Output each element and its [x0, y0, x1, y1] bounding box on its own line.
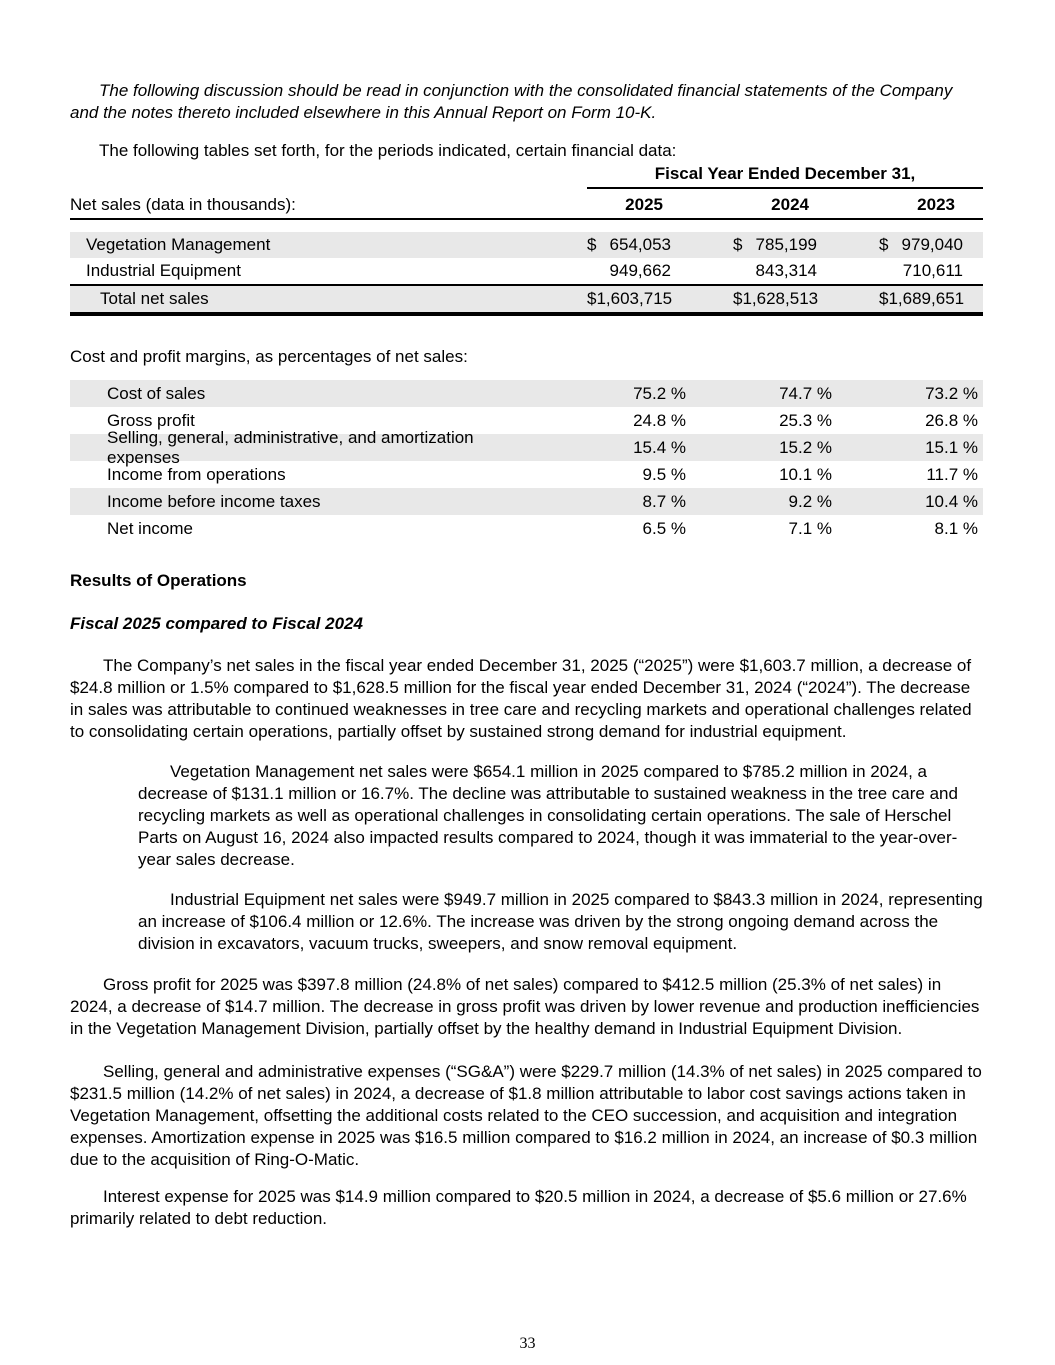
- industrial-paragraph: Industrial Equipment net sales were $949.7 million in 2025 compared to $843.3 million in 2024, representing an increase of $106.4 million or 12.6%. The increase was driven by the strong ongoing demand across the division in excavators, vacuum trucks, sweepers, and snow removal equipment.: [138, 890, 983, 953]
- value-cell: [671, 261, 817, 281]
- value: 785,199: [755, 235, 817, 254]
- value-cell: [817, 235, 963, 255]
- net-sales-row-label: Net sales (data in thousands):: [70, 195, 296, 214]
- value-cell: [525, 235, 671, 255]
- table-row: [70, 232, 983, 258]
- gross-profit-paragraph: Gross profit for 2025 was $397.8 million (24.8% of net sales) compared to $412.5 million (25.3% of net sales) in 2024, a decrease of $14.7 million. The decrease in gross profit was driven by lower revenue and production inefficiencies in the Vegetation Management Division, partially offset by the healthy demand in Industrial Equipment Division.: [70, 975, 980, 1038]
- value-cell: 15.1 %: [925, 437, 978, 457]
- value-cell: 24.8 %: [633, 410, 686, 430]
- value: 979,040: [901, 235, 963, 254]
- year-column-header: 2024: [771, 195, 809, 214]
- value-cell: [671, 289, 817, 309]
- sga-paragraph: Selling, general and administrative expenses (“SG&A”) were $229.7 million (14.3% of net sales) in 2025 compared to $231.5 million (14.2% of net sales) in 2024, a decrease of $1.8 million attributable to labor cost savings actions taken in Vegetation Management, offsetting the additional costs related to the CEO succession, and acquisition and integration expenses. Amortization expense in 2025 was $16.5 million compared to $16.2 million in 2024, an increase of $0.3 million due to the acquisition of Ring-O-Matic.: [70, 1062, 982, 1169]
- currency-symbol: $: [733, 235, 743, 254]
- value-cell: 7.1 %: [788, 518, 832, 538]
- value-cell: [817, 289, 963, 309]
- net-sales-paragraph: The Company’s net sales in the fiscal year ended December 31, 2025 (“2025”) were $1,603.7 million, a decrease of $24.8 million or 1.5% compared to $1,628.5 million for the fiscal year ended December 31, 2024 (“2024”). The decrease in sales was attributable to continued weaknesses in tree care and recycling markets and operational challenges related to consolidating certain operations, partially offset by sustained strong demand for industrial equipment.: [70, 656, 972, 741]
- period-header-row: [70, 164, 983, 189]
- value-cell: [525, 261, 671, 281]
- row-label: Industrial Equipment: [86, 261, 241, 280]
- currency-symbol: $: [733, 289, 743, 308]
- fiscal-comparison-subheading: Fiscal 2025 compared to Fiscal 2024: [70, 614, 363, 633]
- row-label: Selling, general, administrative, and amortization expenses: [107, 427, 474, 467]
- year-column-header: 2025: [625, 195, 663, 214]
- table-row: [70, 488, 983, 515]
- page-number: 33: [519, 1335, 536, 1352]
- currency-symbol: $: [587, 289, 597, 308]
- table-row-total: [70, 286, 983, 316]
- value-cell: 25.3 %: [779, 410, 832, 430]
- value-cell: 9.5 %: [642, 464, 686, 484]
- year-column-header: 2023: [917, 195, 955, 214]
- currency-symbol: $: [879, 289, 889, 308]
- row-label: Cost of sales: [107, 383, 206, 403]
- margins-table: [70, 380, 983, 542]
- value: 843,314: [755, 261, 817, 280]
- row-label: Income from operations: [107, 464, 286, 484]
- value-cell: [525, 289, 671, 309]
- currency-symbol: $: [879, 235, 889, 254]
- value-cell: 9.2 %: [788, 491, 832, 511]
- row-label: Total net sales: [100, 289, 209, 308]
- row-label: Vegetation Management: [86, 235, 271, 254]
- value-cell: 8.1 %: [934, 518, 978, 538]
- value-cell: 75.2 %: [633, 383, 686, 403]
- value-cell: 8.7 %: [642, 491, 686, 511]
- value-cell: 6.5 %: [642, 518, 686, 538]
- value-cell: 15.2 %: [779, 437, 832, 457]
- years-header-row: [70, 189, 983, 220]
- net-sales-table: [70, 164, 983, 316]
- row-label: Net income: [107, 518, 193, 538]
- value-cell: 73.2 %: [925, 383, 978, 403]
- value-cell: 74.7 %: [779, 383, 832, 403]
- row-label: Income before income taxes: [107, 491, 321, 511]
- value-cell: 10.4 %: [925, 491, 978, 511]
- tables-intro-paragraph: The following tables set forth, for the periods indicated, certain financial data:: [99, 141, 677, 160]
- value-cell: 11.7 %: [926, 464, 978, 484]
- value-cell: 26.8 %: [925, 410, 978, 430]
- table-row: [70, 380, 983, 407]
- value: 1,628,513: [742, 289, 819, 308]
- value: 1,603,715: [596, 289, 673, 308]
- net-sales-table-body: [70, 232, 983, 316]
- interest-paragraph: Interest expense for 2025 was $14.9 million compared to $20.5 million in 2024, a decrease of $5.6 million or 27.6% primarily related to debt reduction.: [70, 1187, 967, 1228]
- results-of-operations-heading: Results of Operations: [70, 571, 247, 590]
- currency-symbol: $: [587, 235, 597, 254]
- value-cell: [817, 261, 963, 281]
- value-cell: [671, 235, 817, 255]
- value-cell: 15.4 %: [633, 437, 686, 457]
- intro-paragraph: The following discussion should be read in conjunction with the consolidated financial statements of the Company and the notes thereto included elsewhere in this Annual Report on Form 10-K.: [70, 81, 953, 122]
- table-row: [70, 258, 983, 286]
- margins-table-caption: Cost and profit margins, as percentages of net sales:: [70, 347, 468, 366]
- value: 710,611: [902, 261, 963, 280]
- table-row: [70, 461, 983, 488]
- table-row: [70, 427, 983, 467]
- value: 949,662: [609, 261, 671, 280]
- value-cell: 10.1 %: [779, 464, 832, 484]
- period-header: Fiscal Year Ended December 31,: [587, 164, 983, 189]
- vegetation-paragraph: Vegetation Management net sales were $654.1 million in 2025 compared to $785.2 million in 2024, a decrease of $131.1 million or 16.7%. The decline was attributable to sustained weakness in the tree care and recycling markets as well as operational challenges in consolidating certain operations. The sale of Herschel Parts on August 16, 2024 also impacted results compared to 2024, though it was immaterial to the year-over-year sales decrease.: [138, 762, 958, 869]
- value: 1,689,651: [888, 289, 965, 308]
- row-label: Gross profit: [107, 410, 195, 430]
- table-row: [70, 515, 983, 542]
- value: 654,053: [609, 235, 671, 254]
